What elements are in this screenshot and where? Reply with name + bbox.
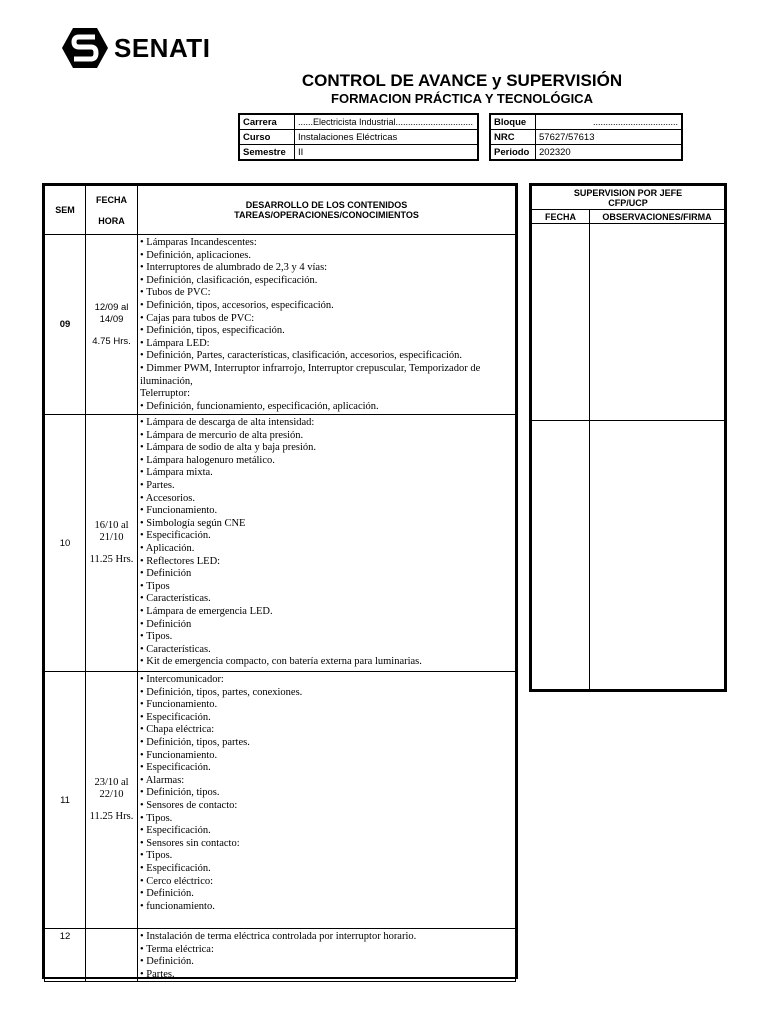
content-item: • Lámpara LED: [140,337,210,349]
supervision-title-line2: CFP/UCP [608,197,648,208]
info-row-curso [239,130,478,145]
content-item: • Kit de emergencia compacto, con batería externa para luminarias. [140,656,422,668]
content-item: • Lámpara halogenuro metálico. [140,454,275,466]
supervision-date-cell [532,421,590,690]
info-row-periodo [490,145,682,161]
content-item: • Tipos. [140,631,173,643]
content-item: • Partes. [140,479,175,491]
supervision-title [532,186,725,210]
date-to: 22/10 [99,789,124,800]
content-item: • Tipos [140,580,170,592]
supervision-row [532,224,725,421]
content-item: • Alarmas: [140,774,185,786]
info-row-carrera [239,114,478,130]
content-item: • Definición. [140,888,194,900]
content-item: • Definición, tipos, especificación. [140,325,285,337]
info-label: Curso [239,130,295,145]
content-item: • Especificación. [140,530,211,542]
content-item: • Características. [140,643,211,655]
date-from: 16/10 al [94,520,129,531]
content-item: • Definición, tipos, partes, conexiones. [140,686,303,698]
week-contents [138,929,516,982]
week-hours: 11.25 Hrs. [89,811,134,822]
content-item: • funcionamiento. [140,900,215,912]
content-item: • Aplicación. [140,542,195,554]
date-to: 21/10 [99,532,124,543]
content-item: • Instalación de terma eléctrica controlada por interruptor horario. [140,931,417,942]
document-title: CONTROL DE AVANCE y SUPERVISIÓN [301,71,623,90]
info-row-nrc [490,130,682,145]
header-fecha: FECHA [96,194,127,205]
info-value: 57627/57613 [536,130,683,145]
supervision-col-observaciones: OBSERVACIONES/FIRMA [590,210,725,224]
week-date [86,235,138,415]
supervision-title-row [532,186,725,210]
week-number: 10 [45,415,86,672]
content-item: • Lámparas Incandescentes: [140,237,257,248]
content-item: • Terma eléctrica: [140,943,214,955]
block-info-table [489,113,683,161]
info-value: .................................. [536,114,683,130]
week-contents [138,672,516,929]
content-item: • Tipos. [140,812,173,824]
date-to: 14/09 [99,313,124,325]
table-row [45,235,516,415]
header-sem: SEM [45,186,86,235]
week-hours: 4.75 Hrs. [92,335,131,347]
content-item: • Funcionamiento. [140,699,218,711]
header-desarrollo [138,186,516,235]
content-item: • Simbología según CNE [140,517,246,529]
info-value: ......Electricista Industrial............................... [295,114,479,130]
content-item: • Intercomunicador: [140,674,224,685]
senati-logo-icon [62,28,108,68]
info-value: II [295,145,479,161]
course-info-table [238,113,479,161]
brand-name: SENATI [114,33,211,63]
supervision-date-cell [532,224,590,421]
content-item: • Lámpara de mercurio de alta presión. [140,429,304,441]
content-item: • Definición. [140,956,194,968]
header-fecha-hora [86,186,138,235]
supervision-observation-cell [590,421,725,690]
info-label: Bloque [490,114,536,130]
content-item: • Lámpara de descarga de alta intensidad: [140,417,315,428]
content-item: • Especificación. [140,862,211,874]
date-from: 12/09 al [94,301,129,313]
content-item: • Sensores sin contacto: [140,837,240,849]
content-item: Telerruptor: [140,388,190,400]
supervision-header-row [532,210,725,224]
supervision-observation-cell [590,224,725,421]
info-label: Carrera [239,114,295,130]
content-item: • Definición, tipos, partes. [140,736,250,748]
supervision-row [532,421,725,690]
week-date [86,929,138,982]
content-item: • Lámpara mixta. [140,467,213,479]
content-item: • Chapa eléctrica: [140,724,215,736]
content-item: • Dimmer PWM, Interruptor infrarrojo, Interruptor crepuscular, Temporizador de iluminación, [140,362,481,387]
content-item: • Definición [140,618,192,630]
content-item: • Partes. [140,968,175,980]
content-item: • Definición, Partes, características, clasificación, accesorios, especificación. [140,350,463,362]
week-contents [138,235,516,415]
content-item: • Tubos de PVC: [140,287,211,299]
info-label: Periodo [490,145,536,161]
content-item: • Sensores de contacto: [140,799,238,811]
content-item: • Definición, clasificación, especificación. [140,274,318,286]
content-item: • Definición, funcionamiento, especificación, aplicación. [140,400,379,412]
supervision-col-fecha: FECHA [532,210,590,224]
content-item: • Definición, aplicaciones. [140,249,251,261]
senati-logo [62,28,210,68]
document-subtitle: FORMACION PRÁCTICA Y TECNOLÓGICA [331,91,593,106]
table-row [45,672,516,929]
content-item: • Especificación. [140,711,211,723]
supervision-table [531,185,725,690]
week-date [86,415,138,672]
info-label: Semestre [239,145,295,161]
supervision-table-frame [529,183,727,692]
content-item: • Tipos. [140,850,173,862]
content-item: • Cajas para tubos de PVC: [140,312,255,324]
info-value: Instalaciones Eléctricas [295,130,479,145]
content-item: • Lámpara de sodio de alta y baja presión. [140,442,316,454]
header-desarrollo-line2: TAREAS/OPERACIONES/CONOCIMIENTOS [234,210,419,220]
content-item: • Accesorios. [140,492,195,504]
table-row [45,415,516,672]
content-item: • Especificación. [140,825,211,837]
content-item: • Lámpara de emergencia LED. [140,605,273,617]
content-item: • Definición, tipos, accesorios, especificación. [140,299,334,311]
week-hours: 11.25 Hrs. [89,554,134,565]
week-date [86,672,138,929]
content-item: • Funcionamiento. [140,749,218,761]
header-desarrollo-line1: DESARROLLO DE LOS CONTENIDOS [245,200,408,210]
week-number: 12 [45,929,86,982]
date-from: 23/10 al [94,777,129,788]
content-item: • Interruptores de alumbrado de 2,3 y 4 vías: [140,262,328,274]
info-row-semestre [239,145,478,161]
content-item: • Definición [140,568,192,580]
content-item: • Definición, tipos. [140,787,220,799]
week-number: 09 [45,235,86,415]
content-table-frame [42,183,518,979]
info-row-bloque [490,114,682,130]
content-table [44,185,516,982]
supervision-title-line1: SUPERVISION POR JEFE [573,187,683,198]
content-item: • Reflectores LED: [140,555,221,567]
content-item: • Cerco eléctrico: [140,875,214,887]
week-contents [138,415,516,672]
info-value: 202320 [536,145,683,161]
table-header-row [45,186,516,235]
content-item: • Especificación. [140,762,211,774]
week-number: 11 [45,672,86,929]
info-label: NRC [490,130,536,145]
content-item: • Características. [140,593,211,605]
header-hora: HORA [98,215,125,226]
table-row [45,929,516,982]
content-item: • Funcionamiento. [140,505,218,517]
